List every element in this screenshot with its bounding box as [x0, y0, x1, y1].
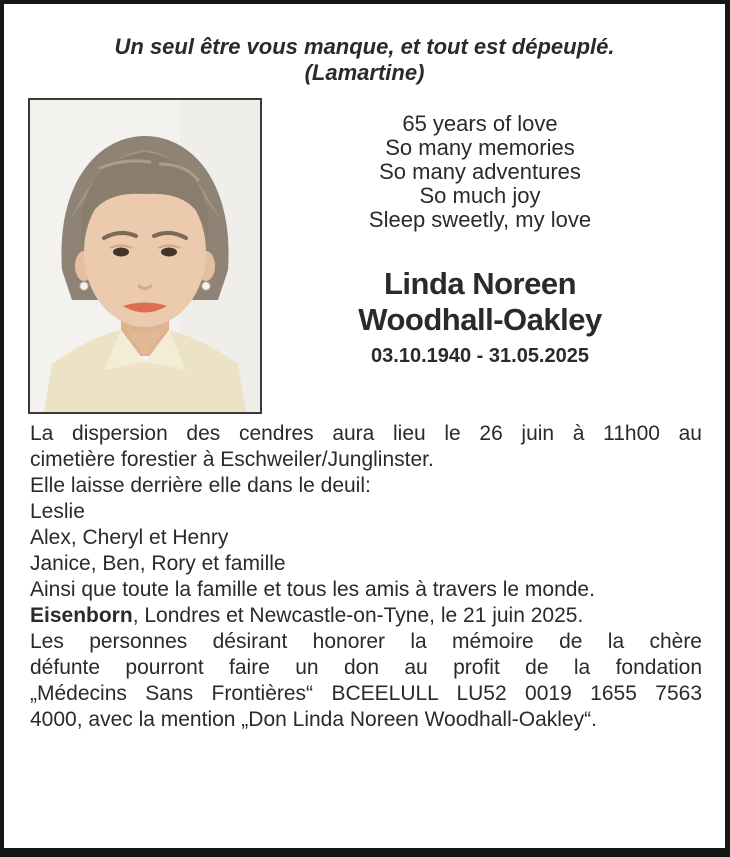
donation-line-3: „Médecins Sans Frontières“ BCEELULL LU52 0019 1655 7563: [30, 682, 702, 705]
birth-death-dates: 03.10.1940 - 31.05.2025: [371, 345, 589, 367]
deceased-name-line-1: Linda Noreen: [383, 266, 577, 301]
tribute-verse: [258, 112, 702, 232]
survivor-line: Alex, Cheryl et Henry: [30, 526, 229, 549]
dateline-place: Eisenborn: [30, 604, 133, 627]
portrait-illustration: [30, 100, 260, 412]
survivors-list: [30, 499, 702, 577]
survivor-line: Janice, Ben, Rory et famille: [30, 552, 286, 575]
family-line: Ainsi que toute la famille et tous les amis à travers le monde.: [30, 578, 595, 601]
quote-line-2: (Lamartine): [304, 60, 425, 85]
ceremony-paragraph: [30, 421, 702, 473]
quote-line-1: Un seul être vous manque, et tout est dépeuplé.: [114, 34, 615, 59]
notice-body: [30, 421, 702, 733]
tribute-line: So many adventures: [379, 159, 581, 184]
dateline: [30, 603, 702, 629]
ceremony-line-2: cimetière forestier à Eschweiler/Junglinster.: [30, 448, 434, 471]
deceased-name-line-2: Woodhall-Oakley: [358, 302, 602, 337]
donation-line-4: 4000, avec la mention „Don Linda Noreen Woodhall-Oakley“.: [30, 708, 597, 731]
opening-quote: [4, 34, 725, 86]
donation-line-1: Les personnes désirant honorer la mémoire de la chère: [30, 630, 702, 653]
dateline-rest: , Londres et Newcastle-on-Tyne, le 21 juin 2025.: [132, 604, 584, 627]
tribute-line: So many memories: [385, 135, 575, 160]
tribute-line: 65 years of love: [402, 111, 558, 136]
mourning-intro: Elle laisse derrière elle dans le deuil:: [30, 474, 371, 497]
survivor-line: Leslie: [30, 500, 85, 523]
right-column: [258, 112, 702, 368]
donation-paragraph: [30, 629, 702, 733]
tribute-line: Sleep sweetly, my love: [368, 207, 592, 232]
donation-line-2: défunte pourront faire un don au profit de la fondation: [30, 656, 702, 679]
portrait-photo: [28, 98, 262, 414]
deceased-name: [258, 266, 702, 338]
ceremony-line-1: La dispersion des cendres aura lieu le 26 juin à 11h00 au: [30, 422, 702, 445]
tribute-line: So much joy: [419, 183, 541, 208]
